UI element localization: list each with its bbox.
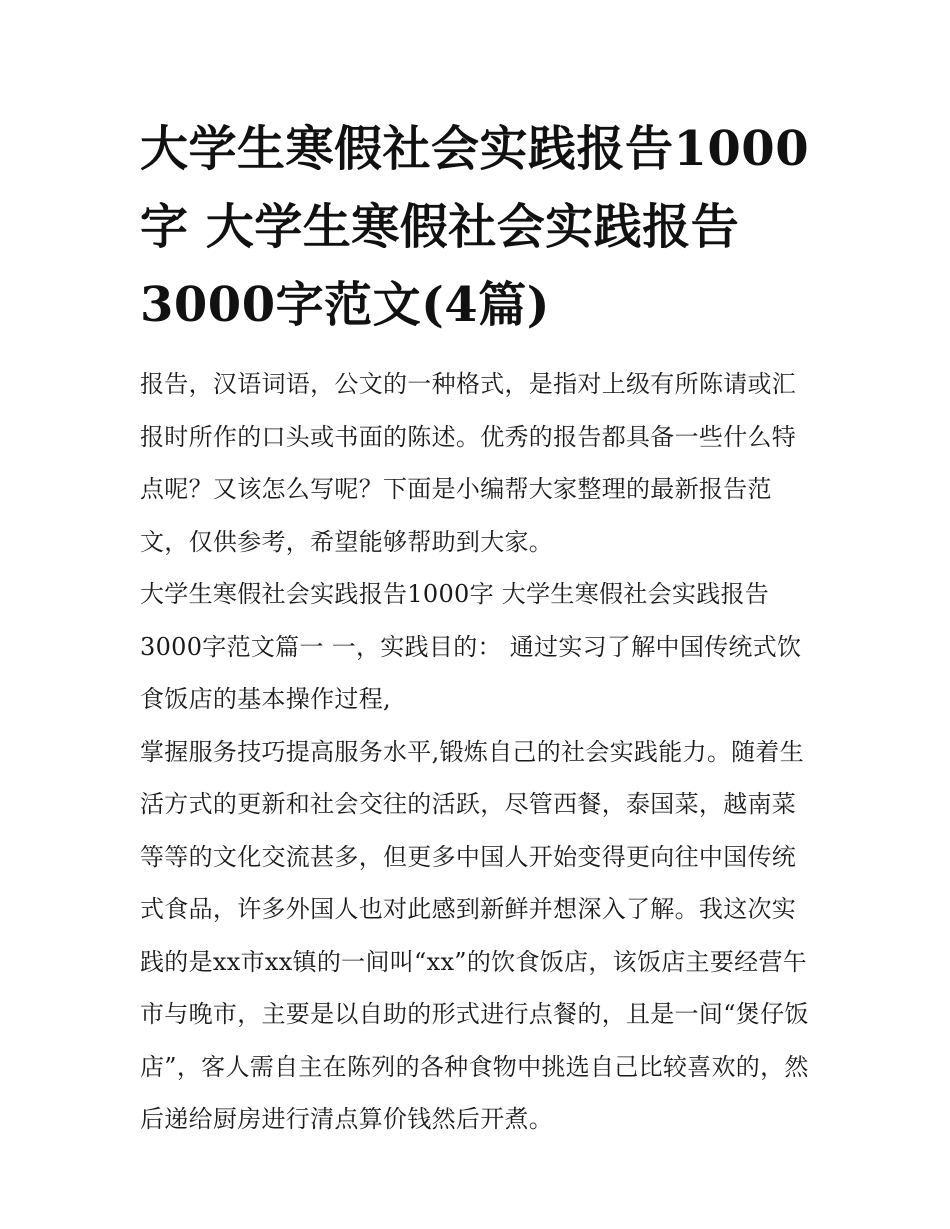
- document-title: 大学生寒假社会实践报告1000字 大学生寒假社会实践报告3000字范文(4篇): [140, 121, 810, 333]
- section-heading-paragraph: 大学生寒假社会实践报告1000字 大学生寒假社会实践报告3000字范文篇一 一，实践目的： 通过实习了解中国传统式饮食饭店的基本操作过程,: [140, 580, 802, 713]
- body-paragraph: 掌握服务技巧提高服务水平,锻炼自己的社会实践能力。随着生活方式的更新和社会交往的活跃，尽管西餐，泰国菜，越南菜等等的文化交流甚多，但更多中国人开始变得更向往中国传统式食品，许多外国人也对此感到新鲜并想深入了解。我这次实践的是xx市xx镇的一间叫“xx”的饮食饭店，该饭店主要经营午市与晚市，主要是以自助的形式进行点餐的，且是一间“煲仔饭店”，客人需自主在陈列的各种食物中挑选自己比较喜欢的，然后递给厨房进行清点算价钱然后开煮。: [140, 737, 809, 1133]
- intro-paragraph: 报告，汉语词语，公文的一种格式，是指对上级有所陈请或汇报时所作的口头或书面的陈述。优秀的报告都具备一些什么特点呢？又该怎么写呢？下面是小编帮大家整理的最新报告范文，仅供参考，希望能够帮助到大家。: [140, 370, 797, 556]
- document-body: [140, 110, 812, 1146]
